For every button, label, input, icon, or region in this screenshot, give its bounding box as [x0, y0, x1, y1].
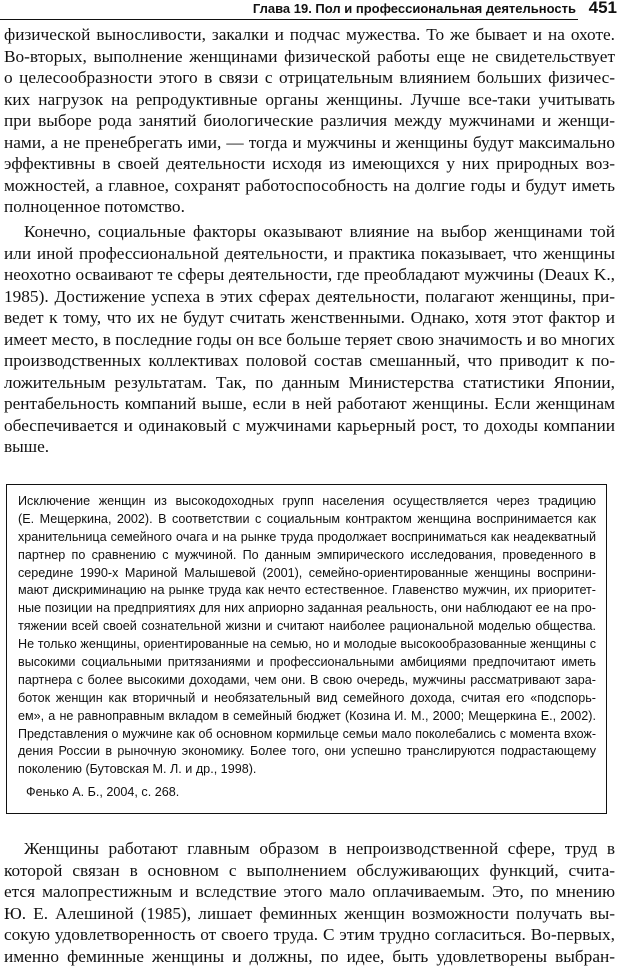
- quote-line: дения России в рыночную экономику. Более того, они успешно транслируются подрастающему: [18, 744, 596, 759]
- quote-text: [18, 493, 596, 802]
- quote-line: партнер по сравнению с мужчиной. По данным эмпирического исследования, проведенного в: [18, 547, 596, 562]
- quote-line: ем», а не равноправным вкладом в семейный бюджет (Козина И. М., 2000; Мещеркина Е., 2002).: [18, 708, 596, 723]
- text-line: рентабельность компаний выше, если в ней работают женщины. Если женщинам: [4, 394, 615, 413]
- quote-line: Не только женщины, ориентированные на семью, но и молодые высокообразованные женщины с: [18, 637, 596, 652]
- text-line: обеспечивается и одинаковый с мужчинами карьерный рост, то доходы компании: [4, 415, 615, 435]
- quote-box: [6, 484, 607, 814]
- text-line: Ю. Е. Алешиной (1985), лишает феминных женщин возможности получать вы-: [4, 903, 615, 923]
- text-line: эффективны в своей деятельности исходя из имеющихся у них природных воз-: [4, 154, 615, 173]
- text-line: которой связан в основном с выполнением обслуживающих функций, счита-: [4, 860, 615, 880]
- text-line: ведет к тому, что их не будут считать женственными. Однако, хотя этот фактор и: [4, 308, 615, 327]
- quote-line: (Е. Мещеркина, 2002). В соответствии с социальным контрактом женщина воспринимается как: [18, 511, 596, 526]
- page-number: 451: [588, 0, 617, 17]
- text-line: ких нагрузок на репродуктивные органы женщины. Лучше все-таки учитывать: [4, 89, 615, 109]
- quote-line: боток женщин как вторичный и необязательный вид семейного дохода, считая его «подспорь-: [18, 690, 596, 705]
- text-line: ется малопрестижным и вследствие этого мало оплачиваемым. Это, по мнению: [4, 882, 615, 901]
- quote-line: Исключение женщин из высокодоходных групп населения осуществляется через традицию: [18, 494, 596, 508]
- text-line: имеет место, в последние годы он все больше теряет свою значимость и во многих: [4, 329, 615, 349]
- quote-line: мают дискриминацию на рынке труда как нечто естественное. Главенство мужчин, их приоритет-: [18, 583, 596, 598]
- quote-line: высокими социальными притязаниями и профессиональными амбициями предпочитают иметь: [18, 655, 596, 670]
- paragraph-3: [4, 838, 615, 967]
- text-line: о целесообразности этого в связи с отрицательным влиянием больших физичес-: [4, 68, 615, 87]
- quote-citation: Фенько А. Б., 2004, с. 268.: [26, 785, 180, 800]
- text-line: физической выносливости, закалки и подчас мужества. То же бывает и на охоте.: [4, 25, 615, 44]
- text-line: полноценное потомство.: [4, 197, 185, 216]
- header-rule: [0, 19, 578, 20]
- text-line: Женщины работают главным образом в непроизводственной сфере, труд в: [24, 839, 615, 858]
- text-line: производственных коллективах половой состав смешанный, что приводит к по-: [4, 351, 615, 370]
- text-line: выше.: [4, 437, 50, 456]
- text-line: именно феминные женщины и должны, по идее, быть удовлетворены выбран-: [4, 946, 615, 966]
- paragraph-1: [4, 24, 615, 218]
- text-line: или иной профессиональной деятельности, и практика показывает, что женщины: [4, 243, 615, 263]
- quote-line: середине 1990-х Мариной Малышевой (2001), семейно-ориентированные женщины восприни-: [18, 565, 596, 580]
- quote-line: партнера с более высокими доходами, чем они. В свою очередь, мужчины рассматривают зара-: [18, 672, 596, 687]
- quote-line: тяжении всей своей сознательной жизни и считают наиболее рациональной моделью общества.: [18, 619, 596, 634]
- running-header: [0, 0, 620, 24]
- quote-line: хранительница семейного очага и на рынке труда продолжает восприниматься как неадекватный: [18, 529, 596, 544]
- text-line: Конечно, социальные факторы оказывают влияние на выбор женщинами той: [24, 222, 615, 241]
- text-line: неохотно осваивают те сферы деятельности, где преобладают мужчины (Deaux K.,: [4, 265, 615, 284]
- text-line: 1985). Достижение успеха в этих сферах деятельности, полагают женщины, при-: [4, 286, 615, 306]
- text-line: сокую удовлетворенность от своего труда. С этим трудно согласиться. Во-первых,: [4, 925, 615, 944]
- quote-line: Представления о мужчине как об основном кормильце семьи мало поколебались с момента вхож-: [18, 726, 596, 741]
- text-line: ложительным результатам. Так, по данным Министерства статистики Японии,: [4, 372, 615, 392]
- quote-line: ные позиции на предприятиях для них априорно заданная реальность, они наблюдают ее на про-: [18, 601, 596, 616]
- text-line: при выборе рода занятий биологические различия между мужчинами и женщи-: [4, 111, 615, 130]
- text-line: Во-вторых, выполнение женщинами физической работы еще не свидетельствует: [4, 46, 615, 66]
- paragraph-2: [4, 221, 615, 458]
- chapter-title: Глава 19. Пол и профессиональная деятельность: [252, 1, 576, 16]
- text-line: можностей, а главное, сохранят работоспособность на долгие годы и будут иметь: [4, 175, 615, 195]
- quote-line: поколению (Бутовская М. Л. и др., 1998).: [18, 762, 257, 777]
- text-line: нами, а не пренебрегать ими, — тогда и мужчины и женщины будут максимально: [4, 132, 615, 152]
